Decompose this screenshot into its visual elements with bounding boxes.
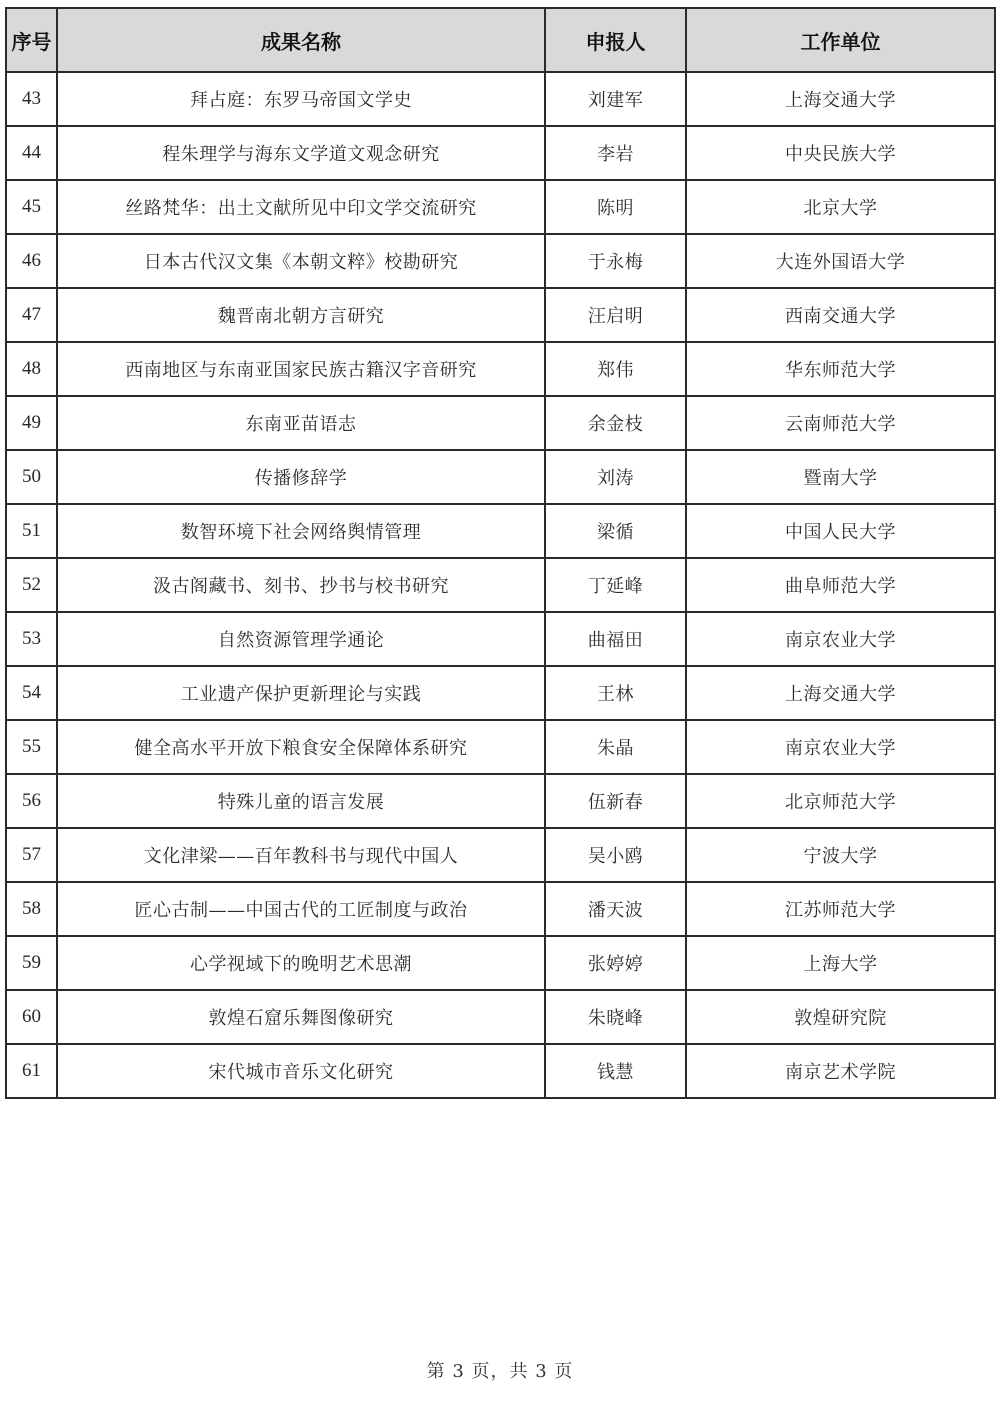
table-row (6, 990, 995, 1044)
table-row (6, 612, 995, 666)
cell-achievement-title: 日本古代汉文集《本朝文粹》校勘研究 (57, 234, 545, 288)
cell-serial-number: 49 (6, 396, 57, 450)
page-number-footer: 第 3 页，共 3 页 (426, 1361, 574, 1382)
cell-applicant: 朱晓峰 (545, 990, 686, 1044)
table-row (6, 342, 995, 396)
cell-achievement-title: 工业遗产保护更新理论与实践 (57, 666, 545, 720)
cell-applicant: 刘涛 (545, 450, 686, 504)
table-body (6, 72, 995, 1098)
cell-work-unit: 中国人民大学 (686, 504, 995, 558)
cell-serial-number: 46 (6, 234, 57, 288)
cell-applicant: 李岩 (545, 126, 686, 180)
cell-applicant: 吴小鸥 (545, 828, 686, 882)
header-row (6, 8, 995, 72)
cell-work-unit: 暨南大学 (686, 450, 995, 504)
table-row (6, 126, 995, 180)
cell-applicant: 朱晶 (545, 720, 686, 774)
table-row (6, 882, 995, 936)
cell-achievement-title: 传播修辞学 (57, 450, 545, 504)
cell-achievement-title: 匠心古制——中国古代的工匠制度与政治 (57, 882, 545, 936)
cell-achievement-title: 敦煌石窟乐舞图像研究 (57, 990, 545, 1044)
cell-work-unit: 北京师范大学 (686, 774, 995, 828)
cell-achievement-title: 程朱理学与海东文学道文观念研究 (57, 126, 545, 180)
cell-achievement-title: 自然资源管理学通论 (57, 612, 545, 666)
cell-achievement-title: 数智环境下社会网络舆情管理 (57, 504, 545, 558)
results-table (5, 7, 996, 1099)
cell-work-unit: 上海大学 (686, 936, 995, 990)
cell-applicant: 刘建军 (545, 72, 686, 126)
cell-achievement-title: 西南地区与东南亚国家民族古籍汉字音研究 (57, 342, 545, 396)
header-applicant: 申报人 (545, 8, 686, 72)
cell-serial-number: 43 (6, 72, 57, 126)
table-row (6, 504, 995, 558)
cell-serial-number: 50 (6, 450, 57, 504)
cell-applicant: 曲福田 (545, 612, 686, 666)
cell-achievement-title: 文化津梁——百年教科书与现代中国人 (57, 828, 545, 882)
cell-serial-number: 57 (6, 828, 57, 882)
cell-serial-number: 45 (6, 180, 57, 234)
table-row (6, 666, 995, 720)
header-achievement-title: 成果名称 (57, 8, 545, 72)
cell-applicant: 潘天波 (545, 882, 686, 936)
cell-serial-number: 53 (6, 612, 57, 666)
table-row (6, 774, 995, 828)
cell-serial-number: 61 (6, 1044, 57, 1098)
cell-work-unit: 西南交通大学 (686, 288, 995, 342)
cell-serial-number: 55 (6, 720, 57, 774)
cell-work-unit: 中央民族大学 (686, 126, 995, 180)
cell-serial-number: 56 (6, 774, 57, 828)
cell-work-unit: 敦煌研究院 (686, 990, 995, 1044)
cell-achievement-title: 特殊儿童的语言发展 (57, 774, 545, 828)
cell-achievement-title: 魏晋南北朝方言研究 (57, 288, 545, 342)
cell-achievement-title: 丝路梵华：出土文献所见中印文学交流研究 (57, 180, 545, 234)
table-row (6, 936, 995, 990)
table-row (6, 396, 995, 450)
cell-applicant: 张婷婷 (545, 936, 686, 990)
cell-achievement-title: 健全高水平开放下粮食安全保障体系研究 (57, 720, 545, 774)
cell-achievement-title: 心学视域下的晚明艺术思潮 (57, 936, 545, 990)
cell-serial-number: 58 (6, 882, 57, 936)
cell-serial-number: 54 (6, 666, 57, 720)
header-serial-number: 序号 (6, 8, 57, 72)
cell-applicant: 伍新春 (545, 774, 686, 828)
table-row (6, 720, 995, 774)
cell-applicant: 陈明 (545, 180, 686, 234)
cell-serial-number: 48 (6, 342, 57, 396)
table-row (6, 180, 995, 234)
table-row (6, 234, 995, 288)
cell-applicant: 余金枝 (545, 396, 686, 450)
cell-achievement-title: 汲古阁藏书、刻书、抄书与校书研究 (57, 558, 545, 612)
cell-achievement-title: 拜占庭：东罗马帝国文学史 (57, 72, 545, 126)
cell-work-unit: 曲阜师范大学 (686, 558, 995, 612)
cell-applicant: 郑伟 (545, 342, 686, 396)
table-row (6, 1044, 995, 1098)
cell-work-unit: 南京艺术学院 (686, 1044, 995, 1098)
cell-work-unit: 华东师范大学 (686, 342, 995, 396)
cell-applicant: 梁循 (545, 504, 686, 558)
cell-applicant: 钱慧 (545, 1044, 686, 1098)
cell-serial-number: 59 (6, 936, 57, 990)
table-row (6, 288, 995, 342)
cell-work-unit: 宁波大学 (686, 828, 995, 882)
table-row (6, 450, 995, 504)
cell-applicant: 于永梅 (545, 234, 686, 288)
cell-achievement-title: 宋代城市音乐文化研究 (57, 1044, 545, 1098)
cell-work-unit: 北京大学 (686, 180, 995, 234)
cell-applicant: 王林 (545, 666, 686, 720)
cell-serial-number: 51 (6, 504, 57, 558)
cell-serial-number: 47 (6, 288, 57, 342)
header-work-unit: 工作单位 (686, 8, 995, 72)
table-row (6, 828, 995, 882)
cell-achievement-title: 东南亚苗语志 (57, 396, 545, 450)
cell-serial-number: 52 (6, 558, 57, 612)
cell-work-unit: 云南师范大学 (686, 396, 995, 450)
cell-applicant: 汪启明 (545, 288, 686, 342)
cell-applicant: 丁延峰 (545, 558, 686, 612)
cell-work-unit: 南京农业大学 (686, 720, 995, 774)
cell-work-unit: 江苏师范大学 (686, 882, 995, 936)
table-row (6, 558, 995, 612)
cell-work-unit: 大连外国语大学 (686, 234, 995, 288)
table-row (6, 72, 995, 126)
cell-serial-number: 44 (6, 126, 57, 180)
cell-work-unit: 上海交通大学 (686, 666, 995, 720)
cell-serial-number: 60 (6, 990, 57, 1044)
cell-work-unit: 南京农业大学 (686, 612, 995, 666)
cell-work-unit: 上海交通大学 (686, 72, 995, 126)
